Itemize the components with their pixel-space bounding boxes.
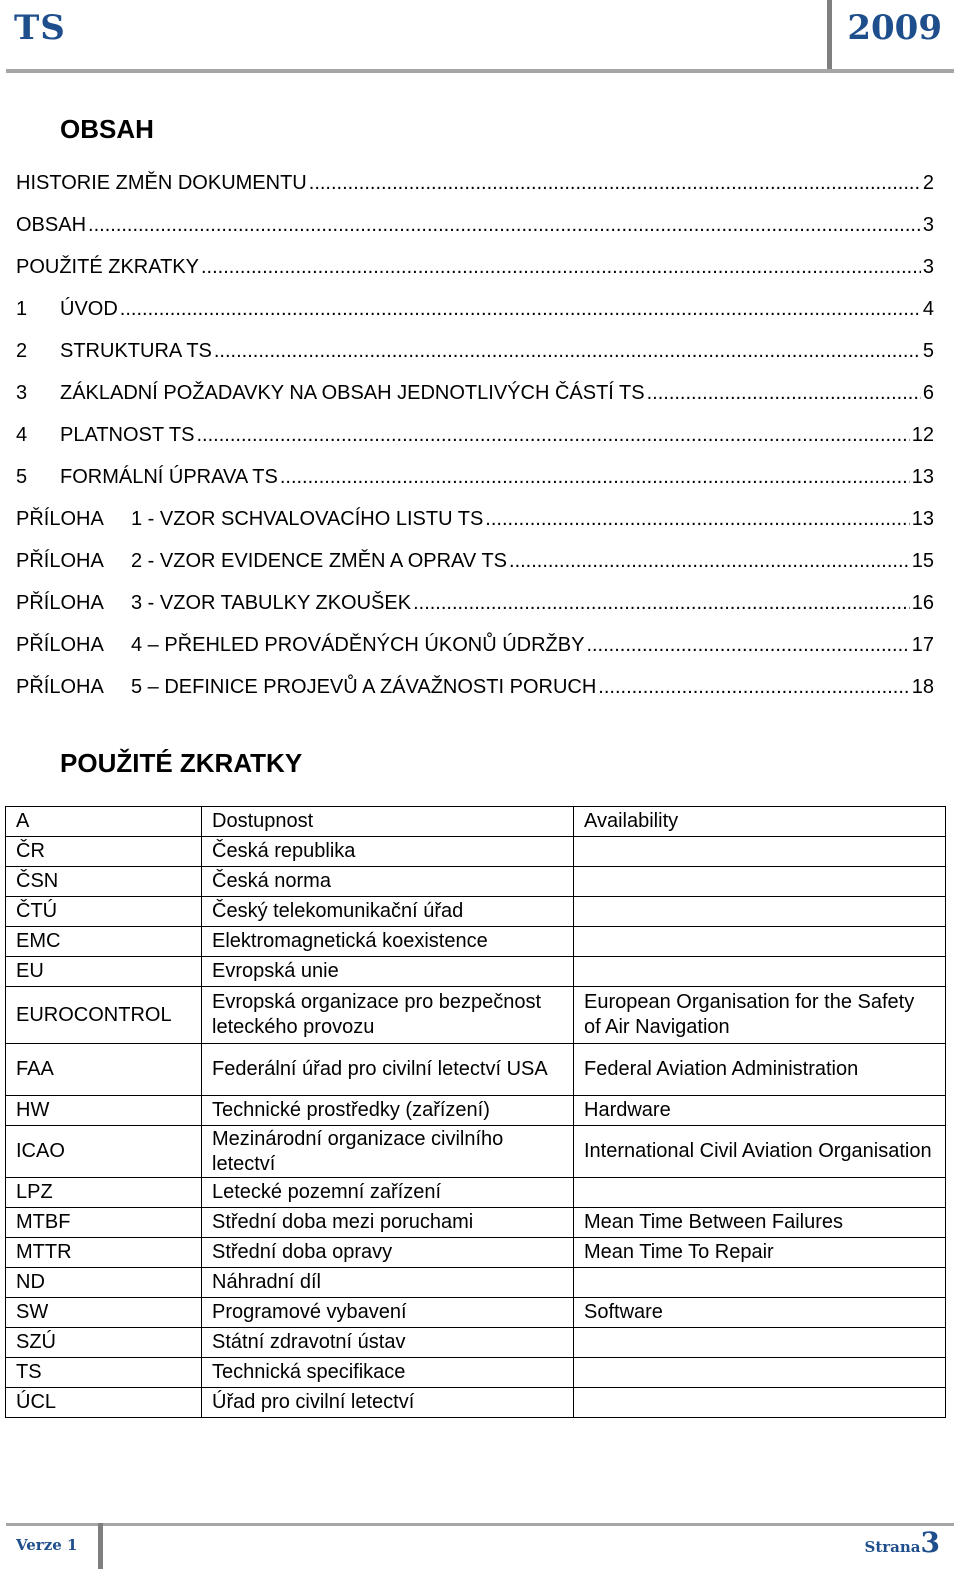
toc-entry-page: 18 — [911, 676, 934, 698]
table-row — [6, 1268, 946, 1298]
toc-entry-title: OBSAH — [16, 214, 87, 236]
czech-cell: Technické prostředky (zařízení) — [202, 1096, 574, 1126]
czech-cell: Střední doba opravy — [202, 1238, 574, 1268]
toc-leader-dots — [88, 210, 921, 240]
toc-entry-number: 2 — [16, 340, 28, 362]
abbr-cell: A — [6, 807, 202, 837]
english-cell — [574, 1268, 946, 1298]
english-cell: Hardware — [574, 1096, 946, 1126]
abbr-cell: HW — [6, 1096, 202, 1126]
czech-cell: Státní zdravotní ústav — [202, 1328, 574, 1358]
toc-entry-page: 3 — [922, 214, 934, 236]
table-row — [6, 1328, 946, 1358]
czech-cell: Letecké pozemní zařízení — [202, 1178, 574, 1208]
table-row — [6, 897, 946, 927]
table-row — [6, 1178, 946, 1208]
page-indicator — [865, 1526, 941, 1559]
czech-cell: Dostupnost — [202, 807, 574, 837]
toc-entry-title: 5 – DEFINICE PROJEVŮ A ZÁVAŽNOSTI PORUCH — [131, 676, 597, 698]
toc-entry-page: 5 — [922, 340, 934, 362]
toc-entry[interactable] — [16, 546, 934, 588]
toc-entry-page: 15 — [911, 550, 934, 572]
english-cell — [574, 867, 946, 897]
czech-cell: Federální úřad pro civilní letectví USA — [202, 1044, 574, 1096]
toc-entry[interactable] — [16, 462, 934, 504]
abbr-cell: LPZ — [6, 1178, 202, 1208]
english-cell: Software — [574, 1298, 946, 1328]
abbreviations-table — [5, 806, 946, 1418]
toc-entry-number: 1 — [16, 298, 28, 320]
header-divider-vertical — [827, 0, 832, 72]
abbr-cell: MTTR — [6, 1238, 202, 1268]
toc-entry-prefix: PŘÍLOHA — [16, 508, 104, 530]
english-cell: European Organisation for the Safety of Air Navigation — [574, 987, 946, 1044]
table-row — [6, 1044, 946, 1096]
english-cell — [574, 1358, 946, 1388]
toc-entry[interactable] — [16, 630, 934, 672]
czech-cell: Český telekomunikační úřad — [202, 897, 574, 927]
abbr-cell: SZÚ — [6, 1328, 202, 1358]
toc-entry[interactable] — [16, 210, 934, 252]
abbr-cell: SW — [6, 1298, 202, 1328]
toc-leader-dots — [309, 168, 921, 198]
table-of-contents — [16, 168, 934, 714]
abbr-cell: ND — [6, 1268, 202, 1298]
english-cell: Mean Time To Repair — [574, 1238, 946, 1268]
table-row — [6, 957, 946, 987]
toc-entry-number: 3 — [16, 382, 28, 404]
toc-entry-prefix: PŘÍLOHA — [16, 592, 104, 614]
toc-entry-title: 3 - VZOR TABULKY ZKOUŠEK — [131, 592, 412, 614]
table-row — [6, 1358, 946, 1388]
table-row — [6, 927, 946, 957]
english-cell — [574, 957, 946, 987]
table-row — [6, 1126, 946, 1178]
footer-rule — [6, 1523, 954, 1526]
table-row — [6, 987, 946, 1044]
toc-entry-title: FORMÁLNÍ ÚPRAVA TS — [60, 466, 278, 488]
czech-cell: Elektromagnetická koexistence — [202, 927, 574, 957]
toc-entry-page: 6 — [922, 382, 934, 404]
toc-leader-dots — [647, 378, 921, 408]
toc-entry-title: POUŽITÉ ZKRATKY — [16, 256, 199, 278]
toc-entry-page: 13 — [911, 508, 934, 530]
header-rule — [6, 69, 954, 73]
toc-entry-number: 5 — [16, 466, 28, 488]
abbr-cell: EUROCONTROL — [6, 987, 202, 1044]
toc-entry-title: 1 - VZOR SCHVALOVACÍHO LISTU TS — [131, 508, 484, 530]
toc-entry-prefix: PŘÍLOHA — [16, 634, 104, 656]
abbr-cell: FAA — [6, 1044, 202, 1096]
toc-entry-page: 3 — [922, 256, 934, 278]
abbr-cell: TS — [6, 1358, 202, 1388]
english-cell — [574, 837, 946, 867]
toc-entry[interactable] — [16, 588, 934, 630]
page-number: 3 — [920, 1526, 940, 1559]
czech-cell: Úřad pro civilní letectví — [202, 1388, 574, 1418]
page-label: Strana — [864, 1538, 921, 1556]
table-row — [6, 837, 946, 867]
document-code: TS — [14, 8, 66, 48]
toc-entry-title: HISTORIE ZMĚN DOKUMENTU — [16, 172, 307, 194]
table-row — [6, 1096, 946, 1126]
czech-cell: Technická specifikace — [202, 1358, 574, 1388]
toc-entry-prefix: PŘÍLOHA — [16, 550, 104, 572]
table-row — [6, 1388, 946, 1418]
table-row — [6, 807, 946, 837]
abbr-cell: MTBF — [6, 1208, 202, 1238]
toc-leader-dots — [586, 630, 909, 660]
toc-entry-title: ZÁKLADNÍ POŽADAVKY NA OBSAH JEDNOTLIVÝCH ČÁSTÍ TS — [60, 382, 645, 404]
english-cell: Availability — [574, 807, 946, 837]
english-cell — [574, 1178, 946, 1208]
toc-entry-number: 4 — [16, 424, 28, 446]
czech-cell: Česká republika — [202, 837, 574, 867]
czech-cell: Česká norma — [202, 867, 574, 897]
toc-entry-prefix: PŘÍLOHA — [16, 676, 104, 698]
toc-entry[interactable] — [16, 252, 934, 294]
table-row — [6, 1238, 946, 1268]
document-year: 2009 — [847, 8, 942, 48]
toc-entry-page: 4 — [922, 298, 934, 320]
toc-entry-title: PLATNOST TS — [60, 424, 195, 446]
abbr-cell: EMC — [6, 927, 202, 957]
english-cell: Mean Time Between Failures — [574, 1208, 946, 1238]
toc-heading: OBSAH — [60, 114, 154, 144]
toc-leader-dots — [214, 336, 921, 366]
toc-leader-dots — [485, 504, 909, 534]
toc-entry[interactable] — [16, 168, 934, 210]
toc-leader-dots — [598, 672, 909, 702]
czech-cell: Mezinárodní organizace civilního letectví — [202, 1126, 574, 1178]
toc-entry[interactable] — [16, 672, 934, 714]
toc-leader-dots — [280, 462, 910, 492]
abbr-cell: EU — [6, 957, 202, 987]
abbr-cell: ICAO — [6, 1126, 202, 1178]
abbr-cell: ČTÚ — [6, 897, 202, 927]
toc-entry[interactable] — [16, 420, 934, 462]
toc-leader-dots — [201, 252, 921, 282]
toc-entry-page: 12 — [911, 424, 934, 446]
toc-leader-dots — [413, 588, 910, 618]
toc-leader-dots — [120, 294, 921, 324]
english-cell — [574, 897, 946, 927]
czech-cell: Náhradní díl — [202, 1268, 574, 1298]
toc-entry-title: STRUKTURA TS — [60, 340, 212, 362]
toc-entry-page: 17 — [911, 634, 934, 656]
toc-entry-page: 13 — [911, 466, 934, 488]
toc-entry-title: 2 - VZOR EVIDENCE ZMĚN A OPRAV TS — [131, 550, 508, 572]
toc-entry-page: 2 — [922, 172, 934, 194]
english-cell — [574, 927, 946, 957]
toc-entry[interactable] — [16, 294, 934, 336]
english-cell — [574, 1328, 946, 1358]
czech-cell: Evropská organizace pro bezpečnost leteckého provozu — [202, 987, 574, 1044]
toc-entry-title: ÚVOD — [60, 298, 118, 320]
czech-cell: Střední doba mezi poruchami — [202, 1208, 574, 1238]
abbr-cell: ČR — [6, 837, 202, 867]
toc-entry-page: 16 — [911, 592, 934, 614]
czech-cell: Programové vybavení — [202, 1298, 574, 1328]
czech-cell: Evropská unie — [202, 957, 574, 987]
toc-entry[interactable] — [16, 378, 934, 420]
table-row — [6, 1208, 946, 1238]
toc-entry[interactable] — [16, 336, 934, 378]
english-cell — [574, 1388, 946, 1418]
toc-entry[interactable] — [16, 504, 934, 546]
document-version: Verze 1 — [16, 1536, 78, 1554]
english-cell: International Civil Aviation Organisation — [574, 1126, 946, 1178]
toc-leader-dots — [196, 420, 909, 450]
footer-divider-vertical — [98, 1523, 103, 1569]
abbr-cell: ČSN — [6, 867, 202, 897]
table-row — [6, 1298, 946, 1328]
table-row — [6, 867, 946, 897]
abbreviations-heading: POUŽITÉ ZKRATKY — [60, 748, 303, 778]
toc-entry-title: 4 – PŘEHLED PROVÁDĚNÝCH ÚKONŮ ÚDRŽBY — [131, 634, 585, 656]
toc-leader-dots — [509, 546, 910, 576]
english-cell: Federal Aviation Administration — [574, 1044, 946, 1096]
abbr-cell: ÚCL — [6, 1388, 202, 1418]
